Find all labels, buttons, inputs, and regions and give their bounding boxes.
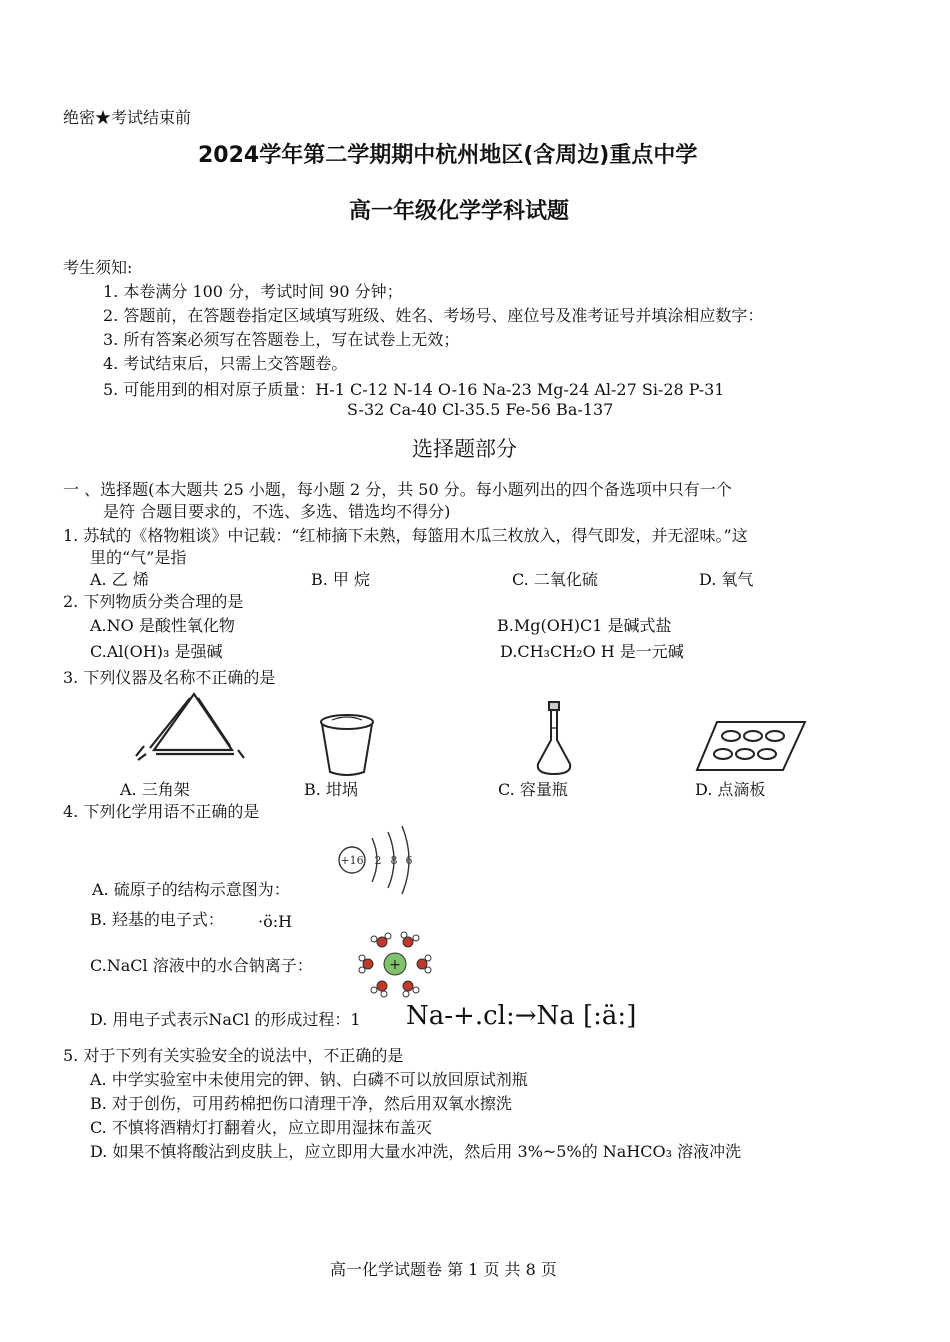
q4-stem: 4. 下列化学用语不正确的是 <box>63 802 260 821</box>
svg-text:+: + <box>389 957 401 973</box>
notice-heading: 考生须知: <box>63 258 133 277</box>
notice-item: 2. 答题前，在答题卷指定区域填写班级、姓名、考场号、座位号及准考证号并填涂相应数字： <box>103 306 764 325</box>
exam-subtitle: 高一年级化学学科试题 <box>349 199 570 224</box>
atom-shell-3-label: 6 <box>405 854 413 867</box>
q1-option-d: D. 氧气 <box>699 570 754 589</box>
q1-option-b: B. 甲 烷 <box>311 570 371 589</box>
crucible-image <box>318 712 376 778</box>
page-footer: 高一化学试题卷 第 1 页 共 8 页 <box>330 1260 557 1279</box>
notice-item: 5. 可能用到的相对原子质量：H-1 C-12 N-14 O-16 Na-23 Mg-24 Al-27 Si-28 P-31 <box>103 380 725 399</box>
secret-label: 绝密★考试结束前 <box>63 108 192 127</box>
q5-option-a: A. 中学实验室中未使用完的钾、钠、白磷不可以放回原试剂瓶 <box>90 1070 528 1089</box>
q4-option-a: A. 硫原子的结构示意图为： <box>92 880 290 899</box>
atom-shell-1-label: 2 <box>374 854 382 867</box>
q2-option-b: B.Mg(OH)C1 是碱式盐 <box>497 616 672 635</box>
q5-option-d: D. 如果不慎将酸沾到皮肤上，应立即用大量水冲洗，然后用 3%~5%的 NaHCO₃ 溶液冲洗 <box>90 1142 742 1161</box>
q2-option-c: C.Al(OH)₃ 是强碱 <box>90 642 223 661</box>
q2-option-a: A.NO 是酸性氧化物 <box>90 616 235 635</box>
q1-option-c: C. 二氧化硫 <box>512 570 598 589</box>
q4-option-d: D. 用电子式表示NaCl 的形成过程：1 <box>90 1010 361 1029</box>
q1-stem-cont: 里的“气”是指 <box>90 548 187 567</box>
nacl-formation-formula: Na-+.cl:→Na [:ä:] <box>406 1001 637 1031</box>
triangle-stand-image <box>134 688 244 768</box>
part-one-instructions-cont: 是符 合题目要求的，不选、多选、错选均不得分) <box>103 502 451 521</box>
q5-option-c: C. 不慎将酒精灯打翻着火，应立即用湿抹布盖灭 <box>90 1118 432 1137</box>
notice-item: 1. 本卷满分 100 分，考试时间 90 分钟； <box>103 282 403 301</box>
q2-stem: 2. 下列物质分类合理的是 <box>63 592 244 611</box>
atom-shell-2-label: 8 <box>390 854 398 867</box>
q2-option-d: D.CH₃CH₂O H 是一元碱 <box>500 642 684 661</box>
q1-option-a: A. 乙 烯 <box>90 570 149 589</box>
q3-label-a: A. 三角架 <box>120 780 190 799</box>
q3-stem: 3. 下列仪器及名称不正确的是 <box>63 668 276 687</box>
q3-label-b: B. 坩埚 <box>304 780 358 799</box>
hydrated-sodium-ion-image <box>360 932 432 996</box>
exam-title: 2024学年第二学期期中杭州地区(含周边)重点中学 <box>198 143 698 168</box>
sulfur-atom-diagram <box>336 824 416 894</box>
hydroxyl-electron-formula: ·ö:H <box>258 912 293 931</box>
notice-item: 4. 考试结束后，只需上交答题卷。 <box>103 354 348 373</box>
q4-option-b: B. 羟基的电子式： <box>90 910 224 929</box>
q5-stem: 5. 对于下列有关实验安全的说法中，不正确的是 <box>63 1046 404 1065</box>
volumetric-flask-image <box>530 698 580 780</box>
atomic-masses-line2: S-32 Ca-40 Cl-35.5 Fe-56 Ba-137 <box>347 400 614 419</box>
q4-option-c: C.NaCl 溶液中的水合钠离子： <box>90 956 313 975</box>
q3-label-c: C. 容量瓶 <box>498 780 568 799</box>
q3-label-d: D. 点滴板 <box>695 780 766 799</box>
spot-plate-image <box>695 720 807 772</box>
section-title: 选择题部分 <box>412 437 517 461</box>
atom-nucleus-label: +16 <box>340 854 364 867</box>
part-one-instructions: 一 、选择题(本大题共 25 小题，每小题 2 分，共 50 分。每小题列出的四个备选项中只有一个 <box>63 480 732 499</box>
q1-stem: 1. 苏轼的《格物粗谈》中记载：“红柿摘下未熟，每篮用木瓜三枚放入，得气即发，并无涩味。”这 <box>63 526 748 545</box>
notice-item: 3. 所有答案必须写在答题卷上，写在试卷上无效； <box>103 330 460 349</box>
q5-option-b: B. 对于创伤，可用药棉把伤口清理干净，然后用双氧水擦洗 <box>90 1094 512 1113</box>
